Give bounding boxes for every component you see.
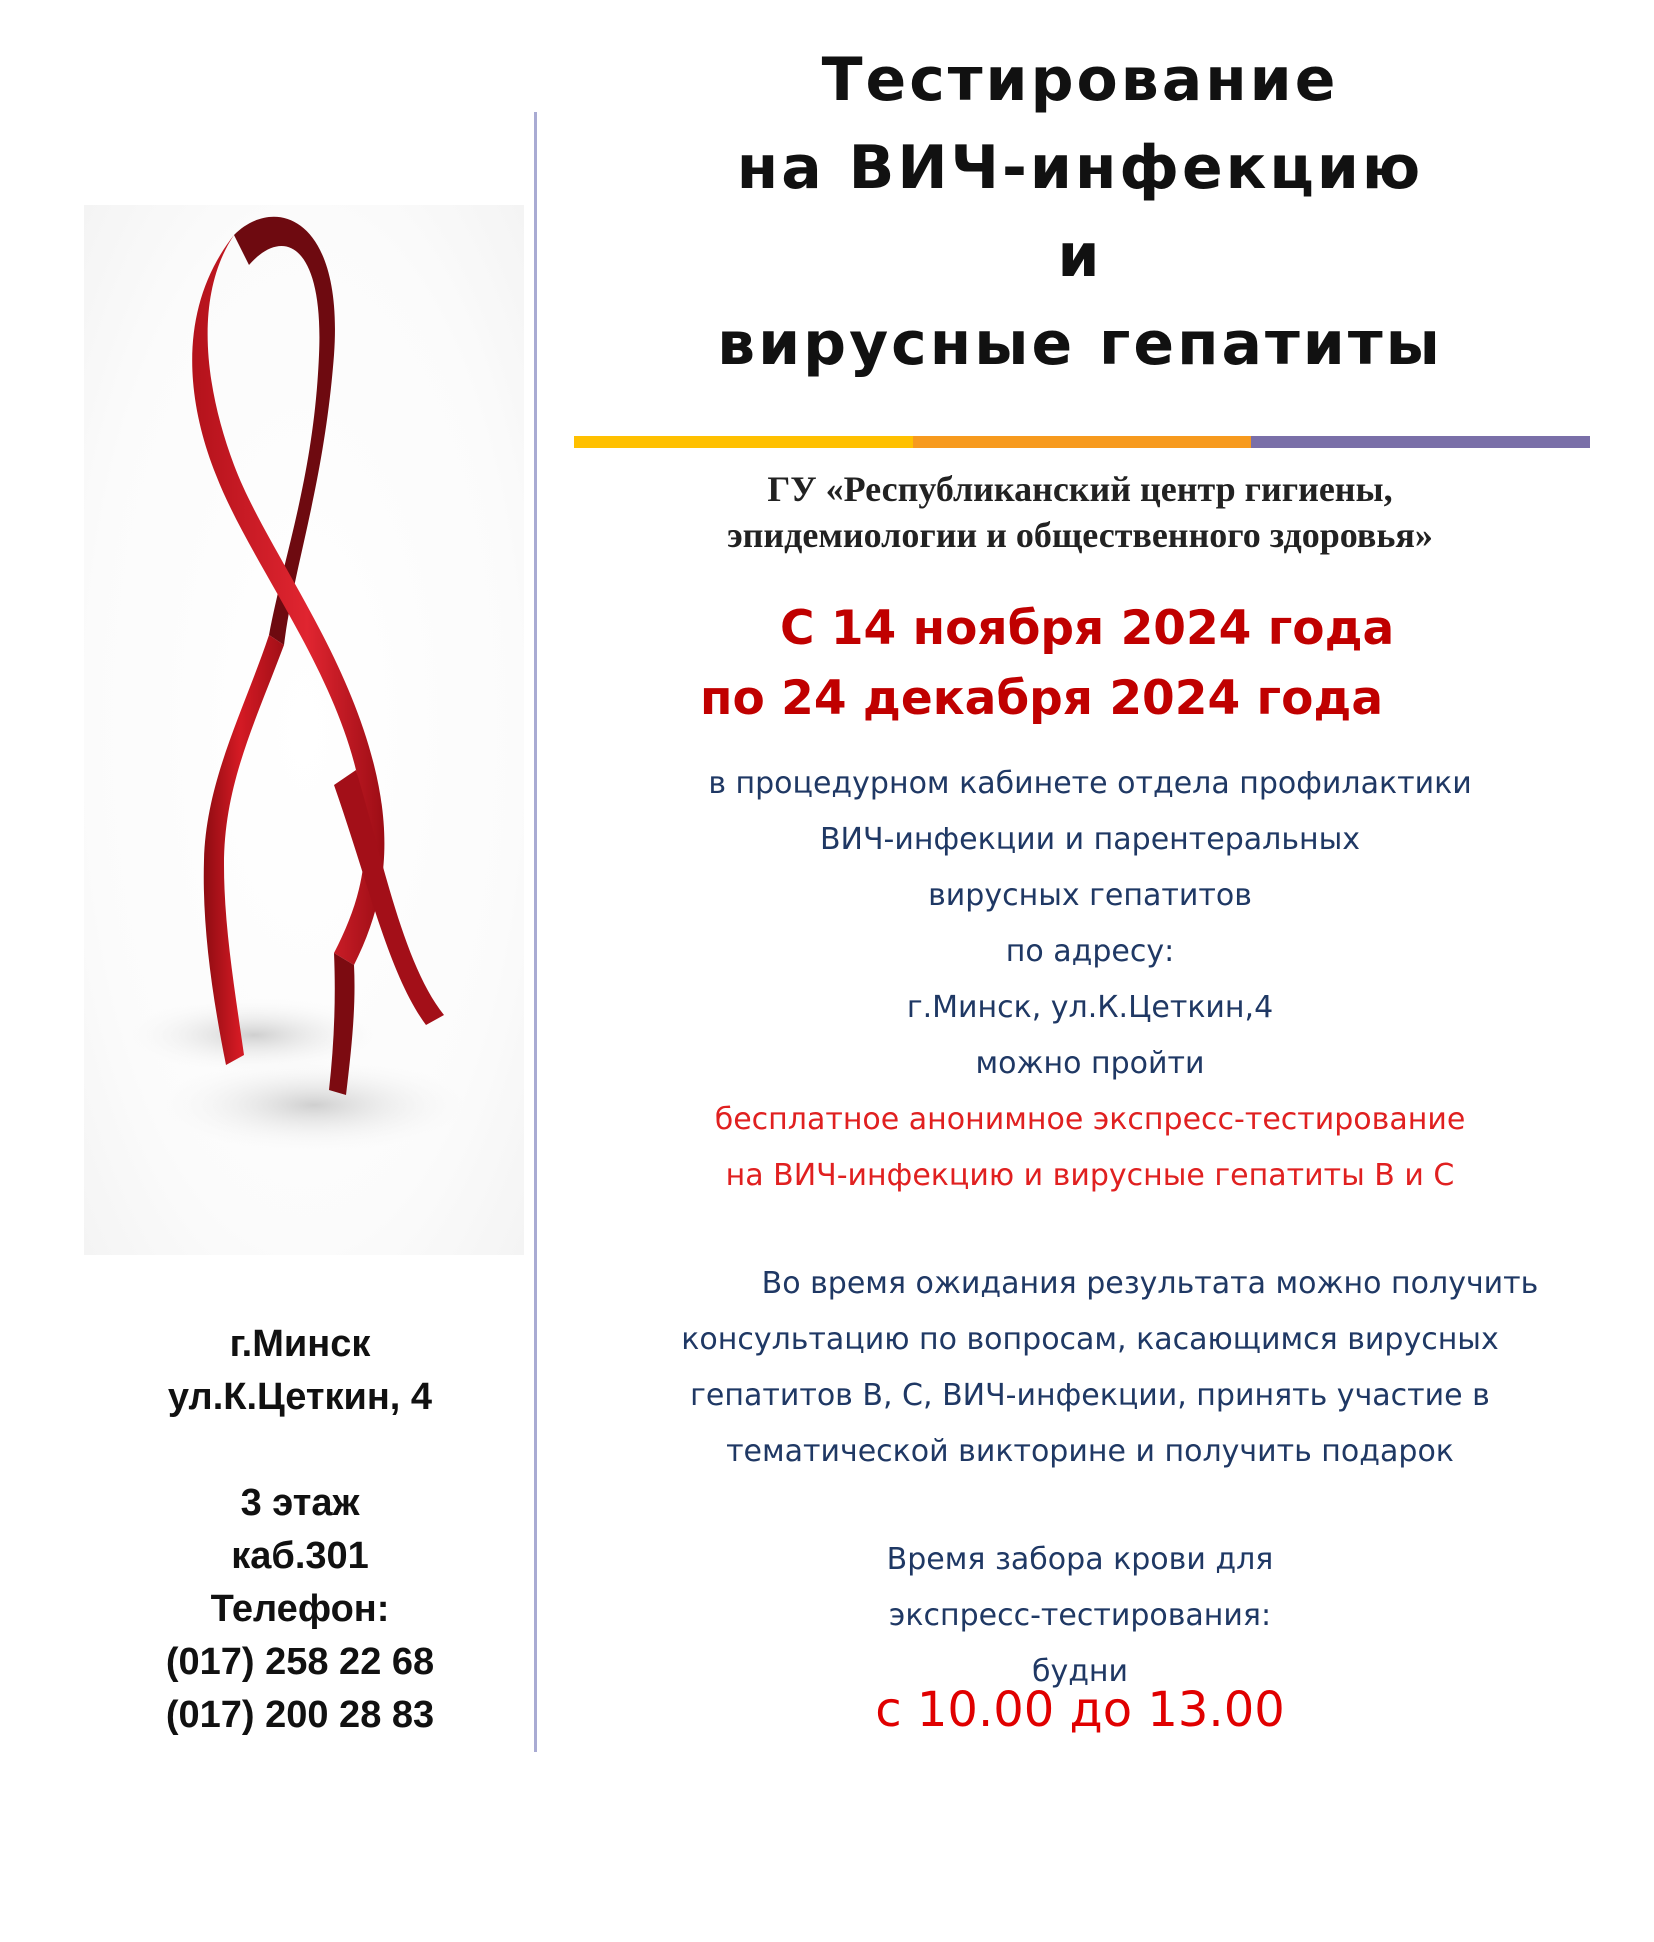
title-line-4: вирусные гепатиты [717,309,1443,379]
organization-line-2: эпидемиологии и общественного здоровья» [727,515,1433,555]
contact-address-block [90,1318,510,1742]
location-info [600,756,1580,1204]
date-start: С 14 ноября 2024 года [780,601,1395,656]
red-ribbon-image [84,205,524,1255]
color-bar-segment-purple [1251,436,1590,448]
color-bar-segment-yellow [574,436,913,448]
free-testing-highlight-1: бесплатное анонимное экспресс-тестирование [714,1102,1466,1137]
color-bar-segment-orange [913,436,1252,448]
title-line-2: на ВИЧ-инфекцию [736,133,1424,203]
schedule-block [630,1532,1530,1700]
schedule-weekdays: будни [1031,1654,1129,1689]
address-city: г.Минск [229,1323,371,1365]
date-end: по 24 декабря 2024 года [700,671,1384,726]
address-floor: 3 этаж [240,1482,360,1524]
organization-name [580,466,1580,558]
consult-line-1: Во время ожидания результата можно получить [761,1266,1539,1301]
info-line-4: по адресу: [1005,934,1175,969]
free-testing-highlight-2: на ВИЧ-инфекцию и вирусные гепатиты В и С [725,1158,1455,1193]
consult-line-4: тематической викторине и получить подарок [726,1434,1454,1469]
info-line-6: можно пройти [975,1046,1205,1081]
vertical-divider [534,112,537,1752]
info-line-3: вирусных гепатитов [928,878,1252,913]
event-dates [620,594,1560,734]
schedule-hours: с 10.00 до 13.00 [875,1682,1285,1738]
info-line-5: г.Минск, ул.К.Цеткин,4 [906,990,1274,1025]
consult-line-2: консультацию по вопросам, касающимся вирусных [681,1322,1499,1357]
address-room: каб.301 [231,1535,369,1577]
info-line-1: в процедурном кабинете отдела профилактики [708,766,1472,801]
phone-number-1: (017) 258 22 68 [165,1641,435,1683]
schedule-line-2: экспресс-тестирования: [888,1598,1272,1633]
red-ribbon-icon [84,205,524,1255]
title-line-1: Тестирование [821,45,1339,115]
address-street: ул.К.Цеткин, 4 [167,1376,433,1418]
phone-number-2: (017) 200 28 83 [165,1694,435,1736]
poster-title [600,36,1560,388]
consultation-paragraph [580,1256,1600,1480]
organization-line-1: ГУ «Республиканский центр гигиены, [767,469,1393,509]
title-line-3: и [1057,221,1103,291]
consult-line-3: гепатитов В, С, ВИЧ-инфекции, принять участие в [690,1378,1490,1413]
schedule-line-1: Время забора крови для [886,1542,1274,1577]
color-divider-bar [574,436,1590,448]
info-line-2: ВИЧ-инфекции и парентеральных [819,822,1361,857]
phone-label: Телефон: [210,1588,390,1630]
